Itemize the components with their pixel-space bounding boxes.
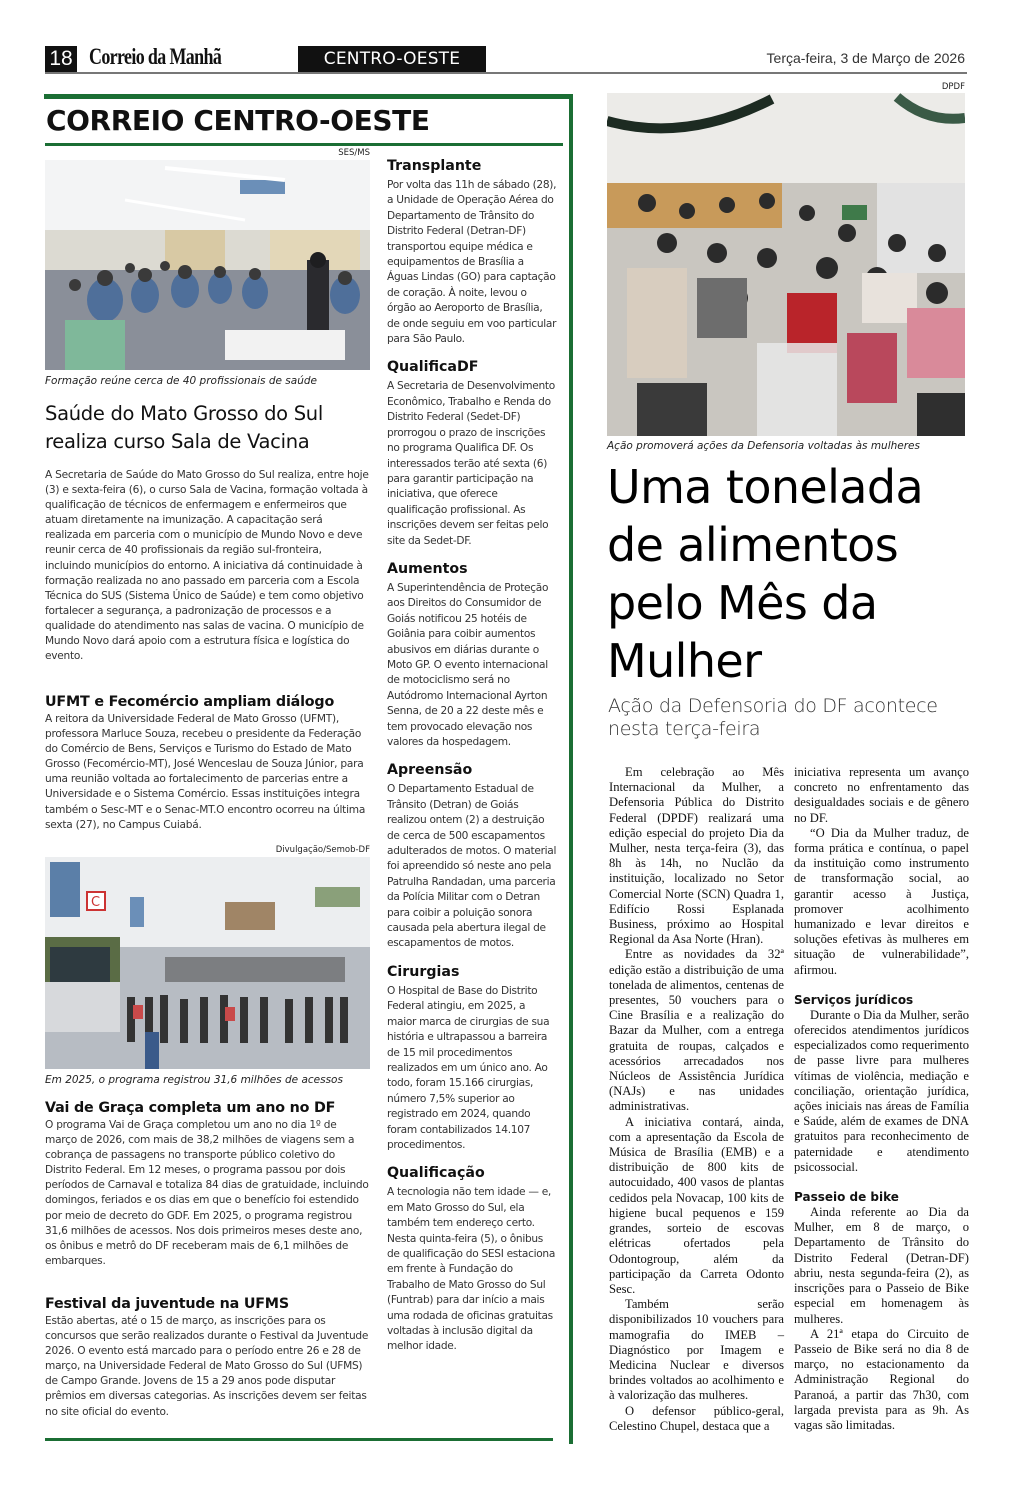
briefs-column (387, 156, 557, 1365)
masthead (45, 44, 967, 74)
servicos-subheading: Serviços jurídicos (794, 992, 914, 1007)
feature-paragraph: Em celebração ao Mês Internacional da Mulher, a Defensoria Pública do Distrito Federal (DPDF) realizará uma edição especial do projeto Dia da Mulher, nesta terça-feira (3), das 8h às 14h, no Nuclão da instituição, localizado no Setor Comercial Norte (SCN) Quadra 1, Edifício Rossi Esplanada Business, próximo ao Hospital Regional da Asa Norte (Hran). (609, 765, 784, 947)
classroom-photo-icon (45, 160, 370, 370)
brief-body: A tecnologia não tem idade — e, em Mato Grosso do Sul, ela também tem endereço certo. Nesta quinta-feira (5), o ônibus de qualificação do SESI estaciona em frente à Fundação do Trabalho de Mato Grosso do Sul (Funtrab) para dar início a mais uma rodada de oficinas gratuitas voltadas à inclusão digital da melhor idade. (387, 1186, 556, 1353)
feature-deck: Ação da Defensoria do DF acontece nesta terça-feira (608, 695, 938, 740)
brief-body: Por volta das 11h de sábado (28), a Unidade de Operação Aérea do Departamento de Trânsito do Distrito Federal (Detran-DF) transportou equipe médica e equipamentos de Brasília a Águas Lindas (GO) para captação de coração. À noite, levou o órgão ao Aeroporto de Brasília, de onde seguiu em voo particular para São Paulo. (387, 179, 557, 346)
feature-column-1 (609, 765, 784, 1434)
title-rule (45, 143, 563, 146)
vai-de-graca-headline: Vai de Graça completa um ano no DF (45, 1100, 336, 1116)
main-story-body: A Secretaria de Saúde do Mato Grosso do Sul realiza, entre hoje (3) e sexta-feira (6), o curso Sala de Vacina, formação voltada à qualificação de técnicos de enfermagem e enfermeiros que atuam diretamente na imunização. A capacitação será realizada em parceria com o município de Mundo Novo e deve reunir cerca de 40 profissionais da região sul-fronteira, incluindo municípios do entorno. A iniciativa dá continuidade à formação realizada no ano passado em parceria com a Escola Técnica do SUS (Sistema Único de Saúde) e tem como objetivo fortalecer a segurança, a padronização de processos e a qualidade do atendimento nas salas de vacina. O município de Mundo Novo dará apoio com a estrutura física e logística do evento. (45, 469, 369, 663)
feature-paragraph: Entre as novidades da 32ª edição estão a distribuição de uma tonelada de alimentos, centenas de presentes, 50 vouchers para o Cine Brasília e a realização do Bazar da Mulher, com a entrega gratuita de roupas, calçados e acessórios arrecadados nos Núcleos de Assistência Jurídica (NAJs) e nas unidades administrativas. (609, 947, 784, 1114)
bus-station-photo-icon (45, 857, 370, 1069)
box-bottom-rule (45, 1438, 553, 1441)
festival-story (45, 1294, 370, 1420)
ufmt-story-body: A reitora da Universidade Federal de Mato Grosso (UFMT), professora Marluce Souza, recebeu o presidente da Federação do Comércio de Bens, Serviços e Turismo do Estado de Mato Grosso (Fecomércio-MT), José Wenceslau de Souza Júnior, para uma reunião voltada ao fortalecimento de parcerias entre a Universidade e o Sistema Comércio. Essas instituições integra também o Sesc-MT e o Senac-MT.O encontro ocorreu na última sexta (27), no Campus Cuiabá. (45, 713, 366, 831)
page-date: Terça-feira, 3 de Março de 2026 (766, 50, 965, 66)
festival-body: Estão abertas, até o 15 de março, as inscrições para os concursos que serão realizados durante o Festival da Juventude 2026. O evento está marcado para o período entre 26 e 28 de março, na Universidade Federal de Mato Grosso do Sul (UFMS) de Campo Grande. Jovens de 15 a 29 anos pode disputar prêmios em diversas categorias. As inscrições devem ser feitas no site oficial do evento. (45, 1315, 369, 1418)
main-story-headline-line2: realiza curso Sala de Vacina (45, 430, 310, 453)
feature-headline: Uma tonelada de alimentos pelo Mês da Mulher (607, 460, 924, 688)
festival-headline: Festival da juventude na UFMS (45, 1296, 289, 1312)
page-number: 18 (45, 46, 77, 72)
vai-de-graca-body: O programa Vai de Graça completou um ano no dia 1º de março de 2026, com mais de 38,2 milhões de viagens sem a cobrança de passagens no transporte público coletivo do Distrito Federal. Em 12 meses, o programa passou por dois períodos de Carnaval e totaliza 84 dias de gratuidade, incluindo domingos, feriados e os dias em que o benefício foi estendido por meio de decreto do GDF. Em 2025, o programa registrou 31,6 milhões de acessos. Nos dois primeiros meses deste ano, os ônibus e metrô do DF receberam mais de 6,1 milhões de embarques. (45, 1119, 369, 1267)
feature-paragraph: A iniciativa contará, ainda, com a apresentação da Escola de Música de Brasília (EMB) e a distribuição de 800 kits de autocuidado, 400 vasos de plantas cedidos pela Novacap, 100 kits de higiene bucal pequenos e 159 grandes, sorteio de escovas elétricas ofertados pela Odontogroup, além da participação da Carreta Odonto Sesc. (609, 1114, 784, 1296)
feature-paragraph: O defensor público-geral, Celestino Chupel, destaca que a (609, 1403, 784, 1433)
photo-credit: SES/MS (338, 148, 370, 158)
bus-station-photo (45, 857, 370, 1069)
feature-paragraph: A 21ª etapa do Circuito de Passeio de Bike será no dia 8 de março, no estacionamento da Administração Regional do Paranoá, a partir das 7h30, com largada prevista para as 9h. As vagas são limitadas. (794, 1326, 969, 1432)
photo-credit: DPDF (941, 82, 965, 92)
svg-text:C: C (91, 895, 101, 910)
brief-body: A Superintendência de Proteção aos Direitos do Consumidor de Goiás notificou 25 hotéis de Goiânia para coibir aumentos abusivos em diárias durante o Moto GP. O evento internacional de motociclismo será no Autódromo Internacional Ayrton Senna, de 20 a 22 deste mês e tem provocado elevação nos valores da hospedagem. (387, 581, 549, 748)
brief-headline: Qualificação (387, 1165, 485, 1182)
section-box-title: CORREIO CENTRO-OESTE (46, 104, 430, 137)
newspaper-name: Correio da Manhã (89, 44, 222, 69)
brief-body: A Secretaria de Desenvolvimento Econômico, Trabalho e Renda do Distrito Federal (Sedet-DF) prorrogou o prazo de inscrições no programa Qualifica DF. Os interessados terão até sexta (6) para garantir participação na iniciativa, que oferece qualificação profissional. As inscrições devem ser feitas pelo site da Sedet-DF. (387, 380, 555, 547)
photo-caption: Ação promoverá ações da Defensoria voltadas às mulheres (607, 440, 920, 452)
photo-caption: Em 2025, o programa registrou 31,6 milhões de acessos (45, 1074, 343, 1086)
ufmt-story (45, 692, 370, 833)
feature-column-2 (794, 765, 969, 1433)
ufmt-story-headline: UFMT e Fecomércio ampliam diálogo (45, 694, 335, 710)
feature-paragraph: Também serão disponibilizados 10 vouchers para mamografia do IMEB – Diagnóstico por Imagem e Medicina Nuclear e diversos brindes voltados ao acolhimento e à valorização das mulheres. (609, 1297, 784, 1403)
brief-headline: Cirurgias (387, 963, 460, 980)
classroom-photo (45, 160, 370, 370)
brief-headline: Transplante (387, 158, 482, 174)
feature-paragraph: “O Dia da Mulher traduz, de forma prática e contínua, o papel da instituição como instrumento de transformação social, ao garantir acesso à Justiça, promover acolhimento humanizado e levar direitos e soluções efetivas às mulheres em situação de vulnerabilidade”, afirmou. (794, 825, 969, 977)
crowd-photo (607, 93, 965, 436)
brief-headline: QualificaDF (387, 359, 479, 376)
feature-paragraph: Durante o Dia da Mulher, serão oferecidos atendimentos jurídicos especializados como requerimento de passe livre para mulheres vítimas de violência, mediação e conciliação, orientação jurídica, ações iniciais nas áreas de Família e Saúde, além de exames de DNA gratuitos para reconhecimento de paternidade e atendimento psicossocial. (794, 1007, 969, 1174)
vai-de-graca-story (45, 1098, 370, 1269)
section-tag: CENTRO-OESTE (298, 46, 486, 72)
brief-headline: Aumentos (387, 560, 468, 577)
feature-paragraph: Ainda referente ao Dia da Mulher, em 8 de março, o Departamento de Trânsito do Distrito Federal (Detran-DF) abriu, nesta segunda-feira (2), as inscrições para o Passeio de Bike especial em homenagem às mulheres. (794, 1205, 969, 1326)
photo-credit: Divulgação/Semob-DF (275, 845, 370, 855)
crowd-photo-icon (607, 93, 965, 436)
feature-paragraph: iniciativa representa um avanço concreto no enfrentamento das desigualdades sociais e de gênero no DF. (794, 765, 969, 825)
brief-headline: Apreensão (387, 762, 473, 779)
main-story-headline-line1: Saúde do Mato Grosso do Sul (45, 402, 323, 425)
brief-body: O Hospital de Base do Distrito Federal atingiu, em 2025, a maior marca de cirurgias de sua história e ultrapassou a barreira de 15 mil procedimentos realizados em um único ano. Ao todo, foram 15.166 cirurgias, número 7,5% superior ao registrado em 2024, quando foram contabilizados 14.107 procedimentos. (387, 984, 550, 1151)
brief-body: O Departamento Estadual de Trânsito (Detran) de Goiás realizou ontem (2) a destruição de cerca de 500 escapamentos adulterados de motos. O material foi apreendido só neste ano pela Patrulha Randadan, uma parceria da Polícia Militar com o Detran para coibir a poluição sonora causada pela abertura ilegal de escapamentos de motos. (387, 783, 557, 950)
passeio-subheading: Passeio de bike (794, 1190, 899, 1205)
main-story (45, 400, 370, 664)
photo-caption: Formação reúne cerca de 40 profissionais de saúde (45, 375, 317, 387)
